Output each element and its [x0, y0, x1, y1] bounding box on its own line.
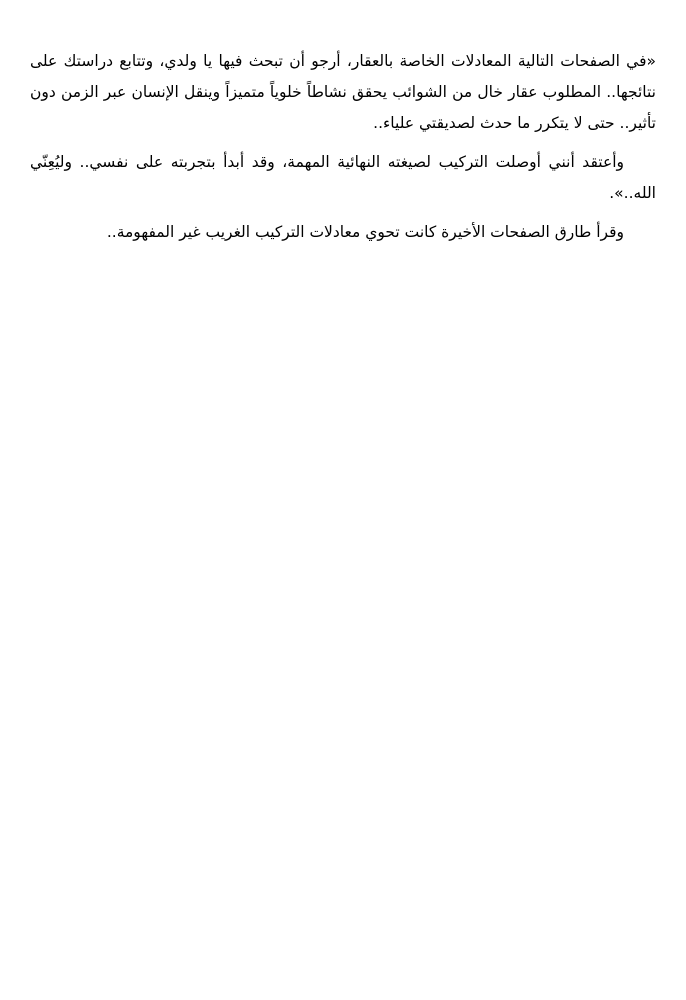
paragraph-2: وأعتقد أنني أوصلت التركيب لصيغته النهائية المهمة، وقد أبدأ بتجربته على نفسي.. وليُعِنّي الله..».: [30, 153, 656, 202]
body-text: [30, 46, 656, 256]
paragraph-1: «في الصفحات التالية المعادلات الخاصة بالعقار، أرجو أن تبحث فيها يا ولدي، وتتابع دراستك على نتائجها.. المطلوب عقار خال من الشوائب يحقق نشاطاً خلوياً متميزاً وينقل الإنسان عبر الزمن دون تأثير.. حتى لا يتكرر ما حدث لصديقتي علياء..: [30, 52, 656, 132]
paragraph-3: وقرأ طارق الصفحات الأخيرة كانت تحوي معادلات التركيب الغريب غير المفهومة..: [106, 223, 624, 241]
